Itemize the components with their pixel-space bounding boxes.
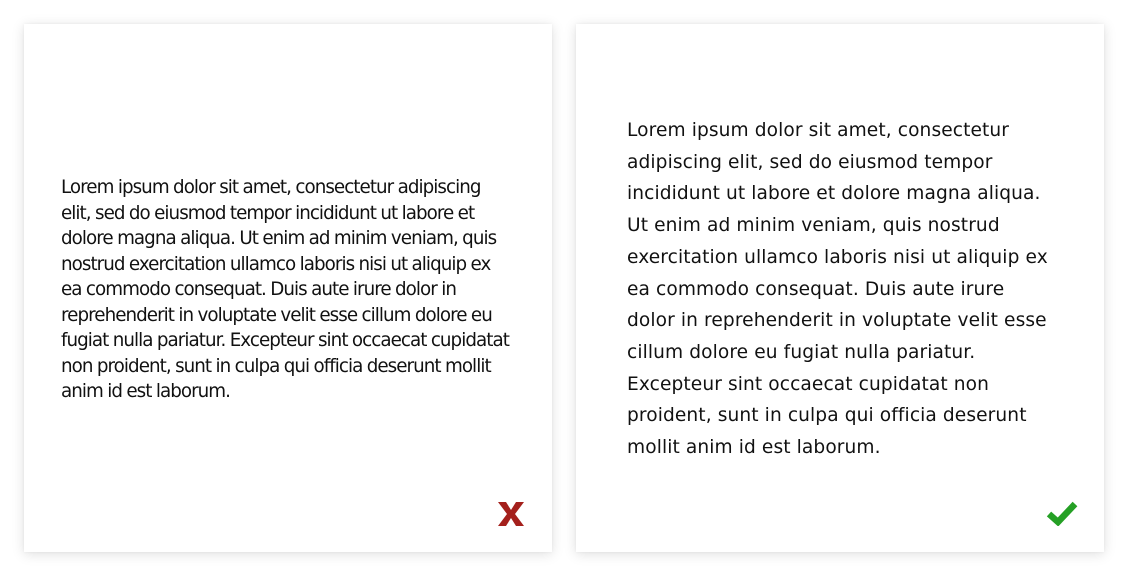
bad-example-card: [24, 24, 552, 552]
cross-icon: [498, 502, 524, 526]
checkmark-icon: [1046, 500, 1078, 526]
good-example-card: [576, 24, 1104, 552]
spaced-paragraph: Lorem ipsum dolor sit amet, consectetur adipiscing elit, sed do eiusmod tempor incididunt ut labore et dolore magna aliqua. Ut enim ad minim veniam, quis nostrud exercitation ullamco laboris nisi ut aliquip ex ea commodo consequat. Duis aute irure dolor in reprehenderit in voluptate velit esse cillum dolore eu fugiat nulla pariatur. Excepteur sint occaecat cupidatat non proident, sunt in culpa qui officia deserunt mollit anim id est laborum.: [627, 120, 1048, 459]
dense-paragraph: Lorem ipsum dolor sit amet, consectetur adipiscing elit, sed do eiusmod tempor incididunt ut labore et dolore magna aliqua. Ut enim ad minim veniam, quis nostrud exercitation ullamco laboris nisi ut aliquip ex ea commodo consequat. Duis aute irure dolor in reprehenderit in voluptate velit esse cillum dolore eu fugiat nulla pariatur. Excepteur sint occaecat cupidatat non proident, sunt in culpa qui officia deserunt mollit anim id est laborum.: [61, 177, 509, 402]
